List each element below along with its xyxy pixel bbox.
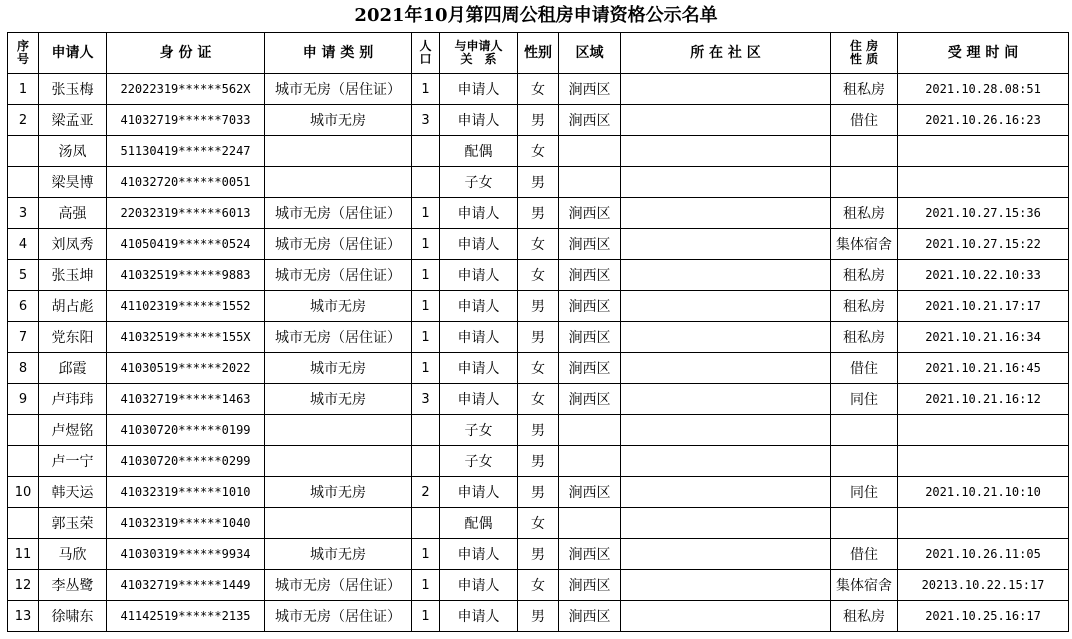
table-row	[8, 74, 1069, 105]
cell-no: 1	[8, 74, 39, 105]
cell-district	[559, 415, 621, 446]
cell-category: 城市无房	[265, 353, 412, 384]
cell-id: 41102319******1552	[107, 291, 265, 322]
cell-name: 马欣	[39, 539, 107, 570]
cell-category: 城市无房（居住证）	[265, 198, 412, 229]
cell-gender: 女	[518, 136, 559, 167]
cell-time: 2021.10.21.10:10	[898, 477, 1069, 508]
cell-relation: 子女	[440, 446, 518, 477]
cell-gender: 男	[518, 539, 559, 570]
cell-gender: 女	[518, 384, 559, 415]
cell-community	[621, 601, 831, 632]
cell-name: 张玉坤	[39, 260, 107, 291]
cell-no: 13	[8, 601, 39, 632]
cell-id: 41030519******2022	[107, 353, 265, 384]
cell-housing: 同住	[831, 477, 898, 508]
cell-time: 2021.10.27.15:36	[898, 198, 1069, 229]
cell-people: 3	[412, 105, 440, 136]
cell-relation: 子女	[440, 167, 518, 198]
cell-time	[898, 446, 1069, 477]
cell-category	[265, 415, 412, 446]
cell-housing	[831, 167, 898, 198]
cell-gender: 男	[518, 322, 559, 353]
cell-people: 1	[412, 74, 440, 105]
cell-name: 卢玮玮	[39, 384, 107, 415]
cell-time: 2021.10.26.11:05	[898, 539, 1069, 570]
cell-relation: 申请人	[440, 539, 518, 570]
table-row	[8, 105, 1069, 136]
cell-category: 城市无房（居住证）	[265, 570, 412, 601]
cell-district	[559, 446, 621, 477]
cell-name: 汤凤	[39, 136, 107, 167]
cell-district	[559, 136, 621, 167]
cell-category	[265, 446, 412, 477]
cell-id: 41030720******0199	[107, 415, 265, 446]
cell-relation: 申请人	[440, 105, 518, 136]
cell-relation: 申请人	[440, 601, 518, 632]
applicant-table	[7, 32, 1069, 632]
table-row	[8, 167, 1069, 198]
cell-housing: 租私房	[831, 198, 898, 229]
cell-relation: 配偶	[440, 508, 518, 539]
cell-housing: 租私房	[831, 260, 898, 291]
cell-gender: 男	[518, 291, 559, 322]
table-row	[8, 322, 1069, 353]
cell-no: 2	[8, 105, 39, 136]
cell-category: 城市无房	[265, 105, 412, 136]
cell-gender: 男	[518, 446, 559, 477]
cell-people: 1	[412, 539, 440, 570]
cell-housing	[831, 446, 898, 477]
cell-people: 1	[412, 353, 440, 384]
cell-community	[621, 384, 831, 415]
table-row	[8, 384, 1069, 415]
cell-district: 涧西区	[559, 477, 621, 508]
cell-housing	[831, 415, 898, 446]
cell-relation: 申请人	[440, 229, 518, 260]
cell-community	[621, 74, 831, 105]
cell-name: 郭玉荣	[39, 508, 107, 539]
cell-no: 4	[8, 229, 39, 260]
cell-id: 41030720******0299	[107, 446, 265, 477]
cell-relation: 申请人	[440, 477, 518, 508]
table-row	[8, 570, 1069, 601]
table-row	[8, 136, 1069, 167]
cell-housing: 集体宿舍	[831, 570, 898, 601]
header-applicant: 申请人	[39, 33, 107, 74]
table-row	[8, 415, 1069, 446]
cell-time: 2021.10.21.16:12	[898, 384, 1069, 415]
cell-district: 涧西区	[559, 74, 621, 105]
cell-community	[621, 508, 831, 539]
header-no: 序号	[8, 33, 39, 74]
cell-no: 10	[8, 477, 39, 508]
cell-time: 2021.10.28.08:51	[898, 74, 1069, 105]
cell-category: 城市无房（居住证）	[265, 601, 412, 632]
cell-category: 城市无房	[265, 539, 412, 570]
cell-time: 2021.10.21.16:34	[898, 322, 1069, 353]
cell-people: 1	[412, 570, 440, 601]
cell-community	[621, 322, 831, 353]
cell-id: 41032519******155X	[107, 322, 265, 353]
cell-district: 涧西区	[559, 601, 621, 632]
cell-housing: 租私房	[831, 291, 898, 322]
header-time: 受 理 时 间	[898, 33, 1069, 74]
cell-name: 党东阳	[39, 322, 107, 353]
cell-no	[8, 136, 39, 167]
cell-district: 涧西区	[559, 229, 621, 260]
cell-district	[559, 167, 621, 198]
cell-name: 刘凤秀	[39, 229, 107, 260]
cell-relation: 申请人	[440, 198, 518, 229]
cell-no	[8, 415, 39, 446]
cell-id: 22022319******562X	[107, 74, 265, 105]
cell-gender: 女	[518, 229, 559, 260]
cell-category	[265, 508, 412, 539]
table-row	[8, 508, 1069, 539]
cell-people: 2	[412, 477, 440, 508]
cell-community	[621, 477, 831, 508]
cell-time	[898, 167, 1069, 198]
cell-time: 2021.10.27.15:22	[898, 229, 1069, 260]
cell-people: 1	[412, 601, 440, 632]
cell-gender: 女	[518, 570, 559, 601]
cell-housing: 同住	[831, 384, 898, 415]
cell-id: 41050419******0524	[107, 229, 265, 260]
header-housing: 住 房 性 质	[831, 33, 898, 74]
cell-community	[621, 167, 831, 198]
cell-district: 涧西区	[559, 322, 621, 353]
cell-id: 41032719******1463	[107, 384, 265, 415]
cell-time: 2021.10.21.16:45	[898, 353, 1069, 384]
cell-relation: 申请人	[440, 384, 518, 415]
cell-category	[265, 136, 412, 167]
cell-housing: 借住	[831, 353, 898, 384]
table-row	[8, 229, 1069, 260]
table-row	[8, 291, 1069, 322]
cell-gender: 男	[518, 477, 559, 508]
cell-gender: 女	[518, 353, 559, 384]
cell-category: 城市无房（居住证）	[265, 260, 412, 291]
cell-community	[621, 291, 831, 322]
cell-no: 7	[8, 322, 39, 353]
cell-category: 城市无房（居住证）	[265, 74, 412, 105]
cell-housing	[831, 136, 898, 167]
cell-id: 41032319******1010	[107, 477, 265, 508]
cell-district: 涧西区	[559, 260, 621, 291]
cell-name: 卢一宁	[39, 446, 107, 477]
cell-district: 涧西区	[559, 198, 621, 229]
cell-no: 11	[8, 539, 39, 570]
cell-community	[621, 353, 831, 384]
header-people: 人口	[412, 33, 440, 74]
cell-gender: 女	[518, 74, 559, 105]
cell-time	[898, 508, 1069, 539]
cell-people	[412, 508, 440, 539]
cell-gender: 男	[518, 415, 559, 446]
cell-relation: 申请人	[440, 260, 518, 291]
cell-relation: 申请人	[440, 322, 518, 353]
cell-people: 3	[412, 384, 440, 415]
table-row	[8, 260, 1069, 291]
cell-relation: 子女	[440, 415, 518, 446]
cell-no: 12	[8, 570, 39, 601]
cell-people: 1	[412, 260, 440, 291]
cell-id: 41142519******2135	[107, 601, 265, 632]
cell-no	[8, 167, 39, 198]
cell-people	[412, 415, 440, 446]
cell-community	[621, 260, 831, 291]
cell-community	[621, 415, 831, 446]
cell-people	[412, 136, 440, 167]
cell-time: 2021.10.22.10:33	[898, 260, 1069, 291]
table-header-row	[8, 33, 1069, 74]
header-relation-line1: 与申请人	[454, 39, 503, 53]
cell-name: 梁孟亚	[39, 105, 107, 136]
cell-name: 徐啸东	[39, 601, 107, 632]
cell-no	[8, 446, 39, 477]
cell-housing: 借住	[831, 539, 898, 570]
cell-housing: 租私房	[831, 322, 898, 353]
header-relation	[440, 33, 518, 74]
cell-no: 9	[8, 384, 39, 415]
cell-district: 涧西区	[559, 291, 621, 322]
cell-no: 3	[8, 198, 39, 229]
cell-relation: 申请人	[440, 74, 518, 105]
table-body	[8, 74, 1069, 632]
header-district: 区域	[559, 33, 621, 74]
cell-name: 李丛鹭	[39, 570, 107, 601]
cell-time	[898, 415, 1069, 446]
header-community: 所 在 社 区	[621, 33, 831, 74]
cell-district	[559, 508, 621, 539]
cell-no: 8	[8, 353, 39, 384]
cell-community	[621, 198, 831, 229]
cell-housing: 集体宿舍	[831, 229, 898, 260]
table-row	[8, 601, 1069, 632]
cell-gender: 男	[518, 167, 559, 198]
cell-gender: 男	[518, 105, 559, 136]
table-row	[8, 353, 1069, 384]
cell-name: 梁昊博	[39, 167, 107, 198]
cell-housing: 借住	[831, 105, 898, 136]
cell-name: 韩天运	[39, 477, 107, 508]
cell-community	[621, 229, 831, 260]
cell-community	[621, 539, 831, 570]
header-id: 身 份 证	[107, 33, 265, 74]
cell-relation: 配偶	[440, 136, 518, 167]
cell-name: 卢煜铭	[39, 415, 107, 446]
table-row	[8, 446, 1069, 477]
cell-gender: 女	[518, 508, 559, 539]
cell-housing: 租私房	[831, 74, 898, 105]
cell-time: 2021.10.26.16:23	[898, 105, 1069, 136]
table-row	[8, 198, 1069, 229]
cell-category: 城市无房（居住证）	[265, 229, 412, 260]
cell-district: 涧西区	[559, 570, 621, 601]
cell-community	[621, 446, 831, 477]
cell-id: 41030319******9934	[107, 539, 265, 570]
cell-time: 2021.10.25.16:17	[898, 601, 1069, 632]
cell-people: 1	[412, 229, 440, 260]
cell-district: 涧西区	[559, 539, 621, 570]
cell-people: 1	[412, 198, 440, 229]
header-category: 申 请 类 别	[265, 33, 412, 74]
cell-time: 2021.10.21.17:17	[898, 291, 1069, 322]
cell-district: 涧西区	[559, 353, 621, 384]
cell-gender: 男	[518, 198, 559, 229]
cell-category	[265, 167, 412, 198]
cell-relation: 申请人	[440, 291, 518, 322]
cell-id: 41032719******1449	[107, 570, 265, 601]
cell-category: 城市无房（居住证）	[265, 322, 412, 353]
cell-gender: 男	[518, 601, 559, 632]
header-gender: 性别	[518, 33, 559, 74]
cell-category: 城市无房	[265, 384, 412, 415]
cell-id: 41032319******1040	[107, 508, 265, 539]
cell-id: 41032720******0051	[107, 167, 265, 198]
cell-people	[412, 167, 440, 198]
cell-district: 涧西区	[559, 105, 621, 136]
cell-no: 5	[8, 260, 39, 291]
cell-time	[898, 136, 1069, 167]
table-row	[8, 539, 1069, 570]
cell-id: 41032719******7033	[107, 105, 265, 136]
cell-relation: 申请人	[440, 353, 518, 384]
table-row	[8, 477, 1069, 508]
cell-gender: 女	[518, 260, 559, 291]
cell-id: 22032319******6013	[107, 198, 265, 229]
cell-name: 张玉梅	[39, 74, 107, 105]
cell-category: 城市无房	[265, 477, 412, 508]
cell-housing	[831, 508, 898, 539]
cell-category: 城市无房	[265, 291, 412, 322]
cell-community	[621, 136, 831, 167]
cell-community	[621, 105, 831, 136]
cell-people: 1	[412, 291, 440, 322]
cell-name: 胡占彪	[39, 291, 107, 322]
cell-id: 51130419******2247	[107, 136, 265, 167]
cell-people: 1	[412, 322, 440, 353]
header-relation-line2: 关 系	[460, 52, 497, 66]
cell-no	[8, 508, 39, 539]
cell-id: 41032519******9883	[107, 260, 265, 291]
cell-name: 高强	[39, 198, 107, 229]
cell-people	[412, 446, 440, 477]
cell-no: 6	[8, 291, 39, 322]
cell-community	[621, 570, 831, 601]
cell-relation: 申请人	[440, 570, 518, 601]
cell-name: 邱霞	[39, 353, 107, 384]
document-title: 2021年10月第四周公租房申请资格公示名单	[354, 5, 718, 26]
cell-housing: 租私房	[831, 601, 898, 632]
cell-district: 涧西区	[559, 384, 621, 415]
cell-time: 20213.10.22.15:17	[898, 570, 1069, 601]
